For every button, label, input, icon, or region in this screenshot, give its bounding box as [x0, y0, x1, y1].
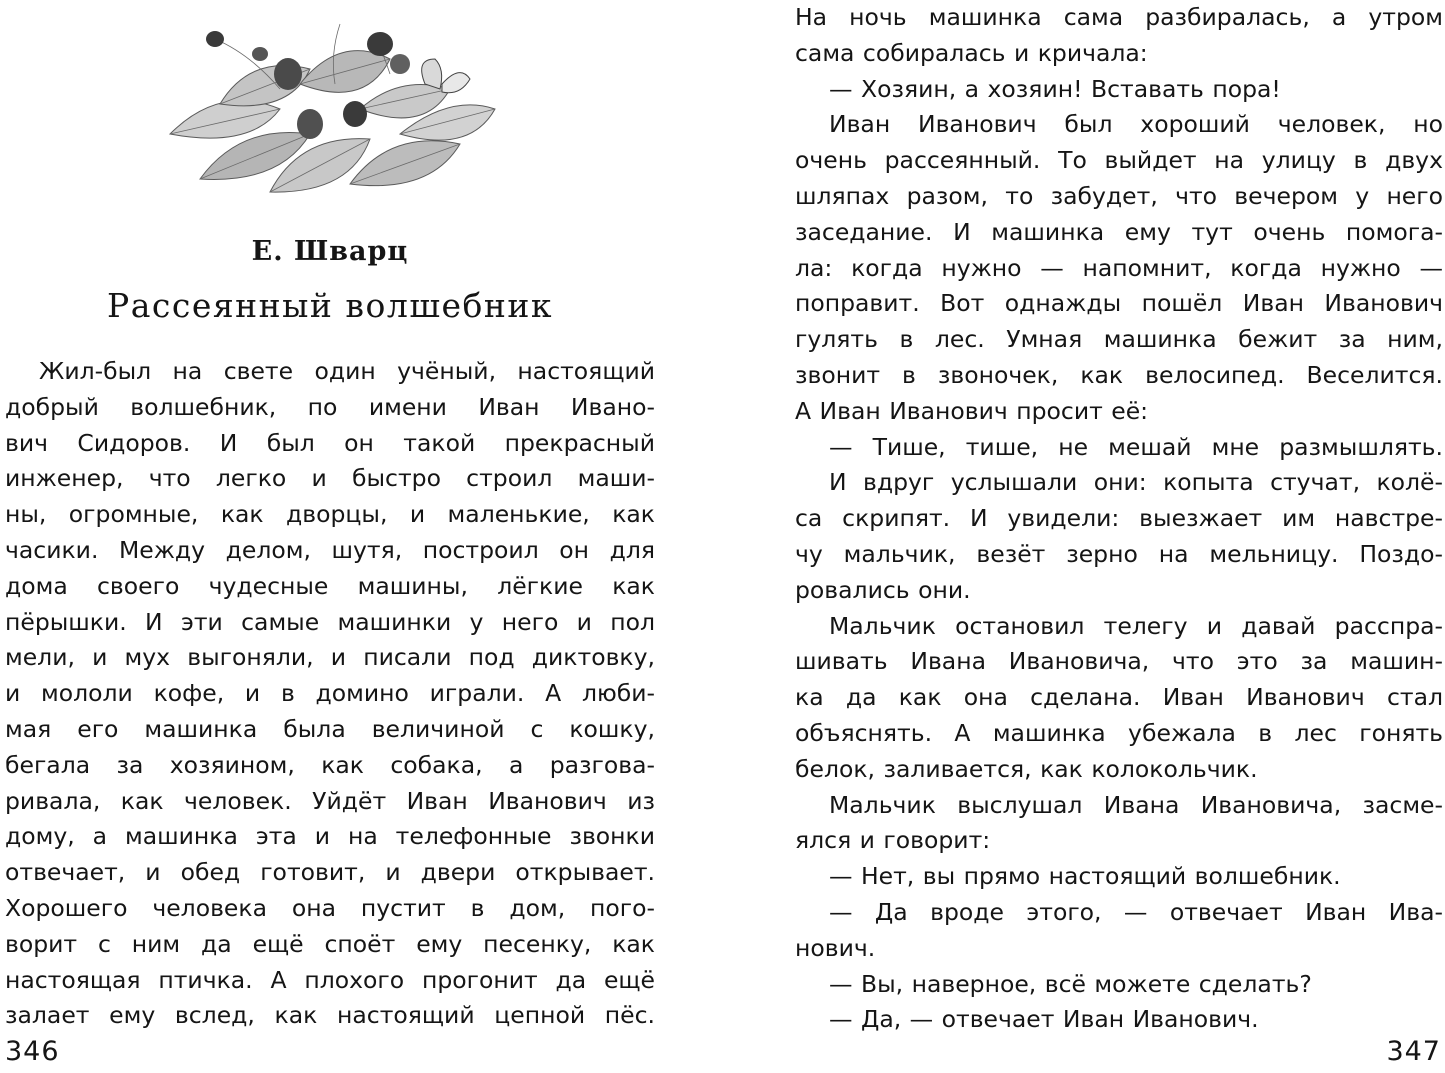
text-line: нович.	[795, 933, 876, 962]
text-line: дома своего чудесные машины, лёгкие как	[5, 571, 655, 600]
text-line: А Иван Иванович просит её:	[795, 396, 1149, 425]
text-line: шивать Ивана Ивановича, что это за машин-	[795, 647, 1443, 676]
text-line: ла: когда нужно — напомнит, когда нужно —	[795, 253, 1443, 282]
text-line: часики. Между делом, шутя, построил он для	[5, 535, 655, 564]
text-line: И вдруг услышали они: копыта стучат, колё-	[829, 468, 1443, 497]
text-line: — Вы, наверное, всё можете сделать?	[829, 969, 1312, 998]
text-line: добрый волшебник, по имени Иван Ивано-	[5, 392, 655, 421]
text-line: Хорошего человека она пустит в дом, пого-	[5, 893, 655, 922]
text-line: ка да как она сделана. Иван Иванович стал	[795, 683, 1443, 712]
text-line: — Хозяин, а хозяин! Вставать пора!	[829, 74, 1281, 103]
page-number-left: 346	[5, 1036, 60, 1067]
text-line: вич Сидоров. И был он такой прекрасный	[5, 428, 655, 457]
text-line: ворит с ним да ещё споёт ему песенку, как	[5, 929, 655, 958]
text-line: са скрипят. И увидели: выезжает им навстре-	[795, 504, 1443, 533]
text-line: мели, и мух выгоняли, и писали под диктовку,	[5, 643, 655, 672]
text-line: Мальчик выслушал Ивана Ивановича, засме-	[829, 790, 1443, 819]
text-line: ялся и говорит:	[795, 826, 991, 855]
text-line: очень рассеянный. То выйдет на улицу в двух	[795, 146, 1443, 175]
text-line: пёрышки. И эти самые машинки у него и пол	[5, 607, 655, 636]
text-line: ровались они.	[795, 575, 971, 604]
text-line: настоящая птичка. А плохого прогонит да ещё	[5, 965, 655, 994]
text-line: — Тише, тише, не мешай мне размышлять.	[829, 432, 1443, 461]
text-line: Жил-был на свете один учёный, настоящий	[39, 357, 655, 385]
text-line: ривала, как человек. Уйдёт Иван Иванович из	[5, 786, 655, 815]
text-line: инженер, что легко и быстро строил маши-	[5, 464, 655, 493]
text-line: отвечает, и обед готовит, и двери открывает.	[5, 858, 655, 887]
text-line: звонит в звоночек, как велосипед. Веселится.	[795, 360, 1443, 389]
left-page-text	[5, 354, 655, 1034]
text-line: белок, заливается, как колокольчик.	[795, 754, 1258, 783]
text-line: — Нет, вы прямо настоящий волшебник.	[829, 862, 1341, 891]
text-line: сама собиралась и кричала:	[795, 38, 1148, 67]
text-line: ны, огромные, как дворцы, и маленькие, как	[5, 500, 655, 529]
text-line: гулять в лес. Умная машинка бежит за ним,	[795, 325, 1443, 354]
author-name: Е. Шварц	[251, 236, 409, 267]
text-line: На ночь машинка сама разбиралась, а утром	[795, 3, 1443, 31]
text-line: бегала за хозяином, как собака, а разгова-	[5, 750, 655, 779]
text-line: Иван Иванович был хороший человек, но	[829, 110, 1443, 139]
text-line: Мальчик остановил телегу и давай расспра-	[829, 611, 1443, 640]
text-line: объяснять. А машинка убежала в лес гонять	[795, 718, 1443, 747]
text-line: залает ему вслед, как настоящий цепной пёс.	[5, 1001, 655, 1030]
text-line: дому, а машинка эта и на телефонные звонки	[5, 822, 655, 851]
text-line: и мололи кофе, и в домино играли. А люби-	[5, 679, 655, 708]
text-line: заседание. И машинка ему тут очень помога-	[795, 217, 1443, 246]
text-line: шляпах разом, то забудет, что вечером у него	[795, 181, 1443, 210]
page-number-right: 347	[1386, 1036, 1441, 1067]
text-line: чу мальчик, везёт зерно на мельницу. Поздо-	[795, 539, 1443, 568]
right-page-text	[795, 0, 1443, 1038]
text-line: — Да вроде этого, — отвечает Иван Ива-	[829, 897, 1443, 926]
strawberry-illustration	[160, 14, 500, 199]
story-title: Рассеянный волшебник	[106, 286, 554, 325]
text-line: поправит. Вот однажды пошёл Иван Иванович	[795, 289, 1443, 318]
text-line: — Да, — отвечает Иван Иванович.	[829, 1005, 1259, 1034]
text-line: мая его машинка была величиной с кошку,	[5, 714, 655, 743]
